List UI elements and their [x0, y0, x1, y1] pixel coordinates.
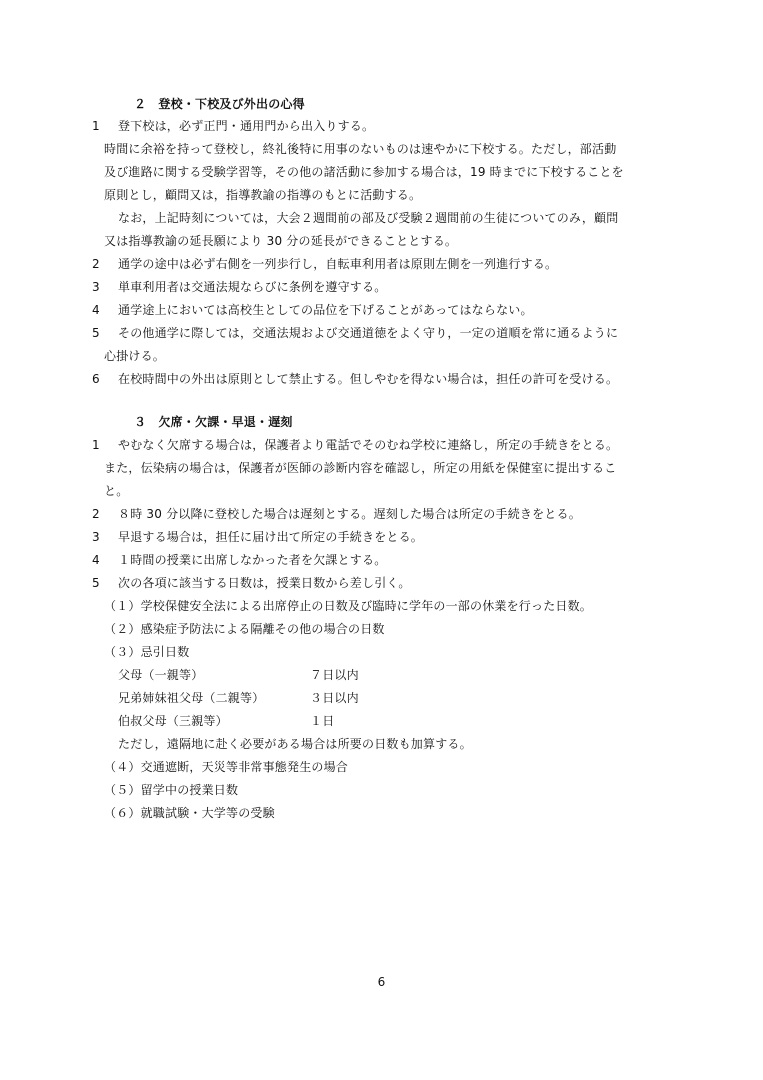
- text-line: 早退する場合は，担任に届け出て所定の手続きをとる。: [118, 530, 424, 544]
- item-number: 3: [92, 530, 100, 544]
- text-line: 及び進路に関する受験学習等，その他の諸活動に参加する場合は，19 時までに下校することを: [104, 165, 624, 179]
- text-line: 単車利用者は交通法規ならびに条例を遵守する。: [118, 280, 387, 294]
- text-line: また，伝染病の場合は，保護者が医師の診断内容を確認し，所定の用紙を保健室に提出するこ: [104, 461, 617, 475]
- text-line: なお，上記時刻については，大会２週間前の部及び受験２週間前の生徒についてのみ，顧問: [118, 211, 619, 225]
- sub-item: （５）留学中の授業日数: [104, 783, 239, 797]
- page-number: 6: [377, 975, 386, 989]
- item-number: 4: [92, 303, 100, 317]
- item-number: 6: [92, 372, 100, 386]
- text-line: 在校時間中の外出は原則として禁止する。但しやむを得ない場合は，担任の許可を受ける。: [118, 372, 619, 386]
- sub-item: （３）忌引日数: [104, 645, 190, 659]
- item-number: 2: [92, 507, 100, 521]
- item-number: 1: [92, 438, 100, 452]
- section-3-heading: ３ 欠席・欠課・早退・遅刻: [134, 415, 293, 429]
- mourning-relation: 兄弟姉妹祖父母（二親等）: [118, 691, 265, 705]
- mourning-days: １日: [310, 714, 335, 728]
- text-line: と。: [104, 484, 129, 498]
- sub-item: （６）就職試験・大学等の受験: [104, 806, 275, 820]
- text-line: ８時 30 分以降に登校した場合は遅刻とする。遅刻した場合は所定の手続きをとる。: [118, 507, 581, 521]
- sub-item: （４）交通遮断，天災等非常事態発生の場合: [104, 760, 349, 774]
- sub-item: （１）学校保健安全法による出席停止の日数及び臨時に学年の一部の休業を行った日数。: [104, 599, 593, 613]
- mourning-relation: 父母（一親等）: [118, 668, 204, 682]
- sub-item: （２）感染症予防法による隔離その他の場合の日数: [104, 622, 385, 636]
- text-line: 通学途上においては高校生としての品位を下げることがあってはならない。: [118, 303, 533, 317]
- text-line: 心掛ける。: [104, 349, 166, 363]
- item-number: 4: [92, 553, 100, 567]
- mourning-relation: 伯叔父母（三親等）: [118, 714, 228, 728]
- text-line: その他通学に際しては，交通法規および交通道徳をよく守り，一定の道順を常に通るように: [118, 326, 619, 340]
- item-number: 3: [92, 280, 100, 294]
- mourning-note: ただし，遠隔地に赴く必要がある場合は所要の日数も加算する。: [118, 737, 472, 751]
- text-line: 時間に余裕を持って登校し，終礼後特に用事のないものは速やかに下校する。ただし，部活動: [104, 142, 617, 156]
- mourning-days: ３日以内: [310, 691, 359, 705]
- item-number: 5: [92, 326, 100, 340]
- text-line: 登下校は，必ず正門・通用門から出入りする。: [118, 119, 375, 133]
- item-number: 1: [92, 119, 100, 133]
- text-line: 又は指導教諭の延長願により 30 分の延長ができることとする。: [104, 234, 458, 248]
- section-2-heading: ２ 登校・下校及び外出の心得: [134, 97, 305, 111]
- text-line: 通学の途中は必ず右側を一列歩行し，自転車利用者は原則左側を一列進行する。: [118, 257, 558, 271]
- text-line: やむなく欠席する場合は，保護者より電話でそのむね学校に連絡し，所定の手続きをとる。: [118, 438, 619, 452]
- text-line: 原則とし，顧問又は，指導教諭の指導のもとに活動する。: [104, 188, 422, 202]
- text-line: １時間の授業に出席しなかった者を欠課とする。: [118, 553, 387, 567]
- item-number: 2: [92, 257, 100, 271]
- item-number: 5: [92, 576, 100, 590]
- mourning-days: ７日以内: [310, 668, 359, 682]
- text-line: 次の各項に該当する日数は，授業日数から差し引く。: [118, 576, 411, 590]
